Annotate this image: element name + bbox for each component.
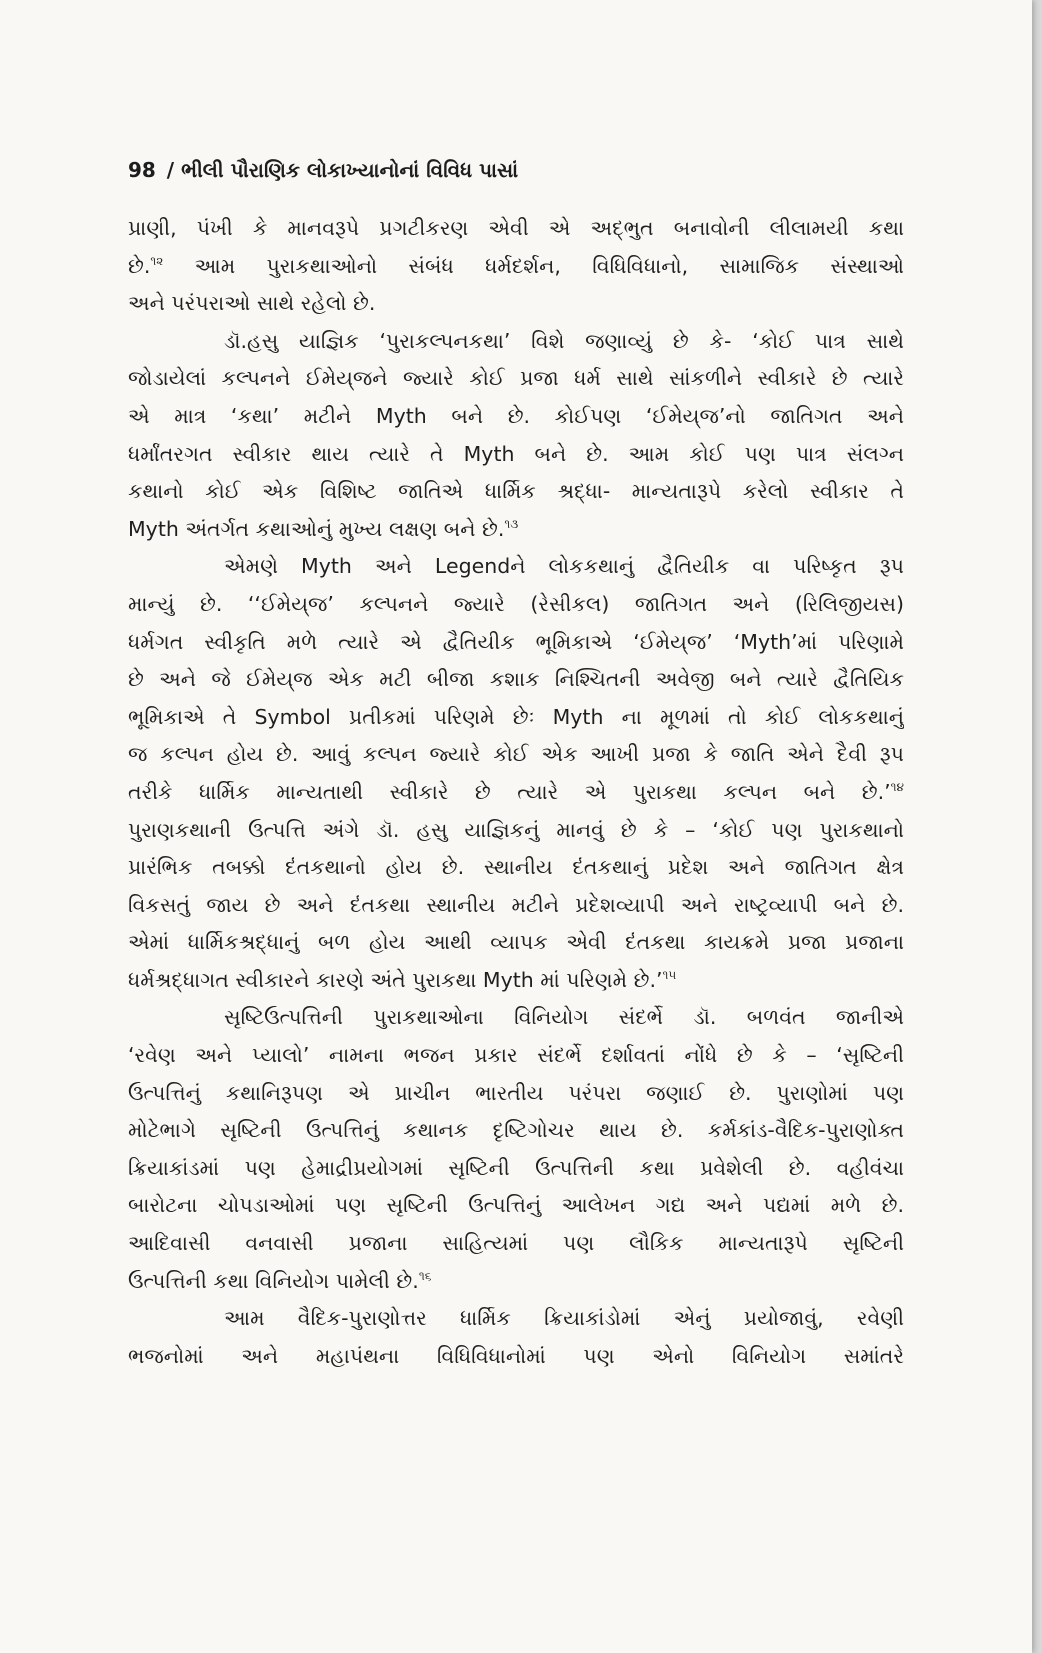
- text-line: [128, 1225, 904, 1263]
- line-text: બારોટના ચોપડાઓમાં પણ સૃષ્ટિની ઉત્પત્તિનું આલેખન ગદ્ય અને પદ્યમાં મળે છે.: [128, 1193, 904, 1218]
- line-text: ધર્મગત સ્વીકૃતિ મળે ત્યારે એ દ્વૈતિયીક ભૂમિકાએ ‘ઈમેય્‌જ’ ‘Myth’માં પરિણામે: [128, 629, 904, 654]
- footnote-ref: ૧૩: [504, 516, 519, 531]
- line-text: ધર્માંતરગત સ્વીકાર થાય ત્યારે તે Myth બને છે. આમ કોઈ પણ પાત્ર સંલગ્ન: [128, 441, 904, 466]
- text-line: [128, 1150, 904, 1188]
- footnote-ref: ૧૨: [150, 253, 164, 268]
- text-line: [128, 661, 904, 699]
- line-text: અને પરંપરાઓ સાથે રહેલો છે.: [128, 291, 376, 316]
- text-line: [128, 699, 904, 737]
- line-text: તરીકે ધાર્મિક માન્યતાથી સ્વીકારે છે ત્યારે એ પુરાકથા કલ્પન બને છે.’: [128, 779, 891, 804]
- line-text: વિકસતું જાય છે અને દંતકથા સ્થાનીય મટીને પ્રદેશવ્યાપી અને રાષ્ટ્રવ્યાપી બને છે.: [128, 892, 904, 917]
- line-text: એમાં ધાર્મિકશ્રદ્ધાનું બળ હોય આથી વ્યાપક એવી દંતકથા કાયક્રમે પ્રજા પ્રજાના: [128, 930, 904, 955]
- text-line: [128, 360, 904, 398]
- text-line: [128, 248, 904, 286]
- page-number: 98: [128, 158, 156, 182]
- text-line: [128, 962, 904, 1000]
- text-line: [128, 1338, 904, 1376]
- line-text: આમ પુરાકથાઓનો સંબંધ ધર્મદર્શન, વિધિવિધાનો, સામાજિક સંસ્થાઓ: [163, 253, 904, 278]
- text-line: [128, 398, 904, 436]
- text-line: [128, 1187, 904, 1225]
- line-text: ‘રવેણ અને પ્યાલો’ નામના ભજન પ્રકાર સંદર્ભે દર્શાવતાં નોંધે છે કે – ‘સૃષ્ટિની: [128, 1043, 904, 1068]
- paragraph-start-line: [128, 323, 904, 361]
- text-line: [128, 887, 904, 925]
- line-text: છે અને જે ઈમેય્‌જ એક મટી બીજા કશાક નિશ્ચિતની અવેજી બને ત્યારે દ્વૈતિયિક: [128, 667, 904, 692]
- text-line: [128, 624, 904, 662]
- line-text: ધર્મશ્રદ્ધાગત સ્વીકારને કારણે અંતે પુરાકથા Myth માં પરિણમે છે.’: [128, 967, 663, 992]
- line-text: ઉત્પત્તિનું કથાનિરૂપણ એ પ્રાચીન ભારતીય પરંપરા જણાઈ છે. પુરાણોમાં પણ: [128, 1080, 904, 1105]
- line-text: ભૂમિકાએ તે Symbol પ્રતીકમાં પરિણમે છેઃ Myth ના મૂળમાં તો કોઈ લોકકથાનું: [128, 704, 904, 729]
- text-line: [128, 849, 904, 887]
- line-text: પ્રારંભિક તબક્કો દંતકથાનો હોય છે. સ્થાનીય દંતકથાનું પ્રદેશ અને જાતિગત ક્ષેત્ર: [128, 855, 904, 880]
- line-text: જોડાયેલાં કલ્પનને ઈમેય્‌જને જ્યારે કોઈ પ્રજા ધર્મ સાથે સાંકળીને સ્વીકારે છે ત્યારે: [128, 366, 904, 391]
- header-separator: /: [159, 158, 182, 182]
- text-line: [128, 1075, 904, 1113]
- text-line: [128, 1037, 904, 1075]
- text-line: [128, 774, 904, 812]
- paragraph-start-line: [128, 1300, 904, 1338]
- line-text: ડૉ.હસુ યાજ્ઞિક ‘પુરાકલ્પનકથા’ વિશે જણાવ્યું છે કે- ‘કોઈ પાત્ર સાથે: [224, 328, 904, 353]
- text-line: [128, 285, 904, 323]
- header-title: ભીલી પૌરાણિક લોકાખ્યાનોનાં વિવિધ પાસાં: [181, 158, 519, 182]
- text-line: [128, 511, 904, 549]
- paragraph-start-line: [128, 548, 904, 586]
- line-text: Myth અંતર્ગત કથાઓનું મુખ્ય લક્ષણ બને છે.: [128, 516, 505, 541]
- footnote-ref: ૧૫: [662, 968, 677, 983]
- text-line: [128, 473, 904, 511]
- footnote-ref: ૧૬: [418, 1268, 432, 1283]
- line-text: કથાનો કોઈ એક વિશિષ્ટ જાતિએ ધાર્મિક શ્રદ્ધા- માન્યતારૂપે કરેલો સ્વીકાર તે: [128, 479, 904, 504]
- line-text: ક્રિયાકાંડમાં પણ હેમાદ્રીપ્રયોગમાં સૃષ્ટિની ઉત્પત્તિની કથા પ્રવેશેલી છે. વહીવંચા: [128, 1155, 904, 1180]
- running-header: [128, 158, 518, 182]
- line-text: એમણે Myth અને Legendને લોકકથાનું દ્વૈતિયીક વા પરિષ્કૃત રૂપ: [224, 554, 904, 579]
- line-text: ઉત્પત્તિની કથા વિનિયોગ પામેલી છે.: [128, 1268, 419, 1293]
- line-text: પુરાણકથાની ઉત્પત્તિ અંગે ડૉ. હસુ યાજ્ઞિકનું માનવું છે કે – ‘કોઈ પણ પુરાકથાનો: [128, 817, 904, 842]
- text-line: [128, 1112, 904, 1150]
- text-line: [128, 586, 904, 624]
- text-line: [128, 812, 904, 850]
- footnote-ref: ૧૪: [890, 780, 904, 795]
- text-line: [128, 924, 904, 962]
- line-text: આમ વૈદિક-પુરાણોત્તર ધાર્મિક ક્રિયાકાંડોમાં એનું પ્રયોજાવું, રવેણી: [224, 1306, 904, 1331]
- body-text: [128, 210, 904, 1375]
- text-line: [128, 736, 904, 774]
- line-text: જ કલ્પન હોય છે. આવું કલ્પન જ્યારે કોઈ એક આખી પ્રજા કે જાતિ એને દૈવી રૂપ: [128, 742, 904, 767]
- line-text: મોટેભાગે સૃષ્ટિની ઉત્પત્તિનું કથાનક દૃષ્ટિગોચર થાય છે. કર્મકાંડ-વૈદિક-પુરાણોક્ત: [128, 1118, 904, 1143]
- line-text: સૃષ્ટિઉત્પત્તિની પુરાકથાઓના વિનિયોગ સંદર્ભે ડૉ. બળવંત જાનીએ: [224, 1005, 904, 1030]
- text-line: [128, 1263, 904, 1301]
- text-line: [128, 210, 904, 248]
- line-text: એ માત્ર ‘કથા’ મટીને Myth બને છે. કોઈપણ ‘ઈમેય્‌જ’નો જાતિગત અને: [128, 403, 904, 428]
- line-text: આદિવાસી વનવાસી પ્રજાના સાહિત્યમાં પણ લૌકિક માન્યતારૂપે સૃષ્ટિની: [128, 1231, 904, 1256]
- line-text: પ્રાણી, પંખી કે માનવરૂપે પ્રગટીકરણ એવી એ અદ્‌ભુત બનાવોની લીલામયી કથા: [128, 216, 904, 240]
- text-line: [128, 436, 904, 474]
- line-text: ભજનોમાં અને મહાપંથના વિધિવિધાનોમાં પણ એનો વિનિયોગ સમાંતરે: [128, 1343, 904, 1368]
- line-text: છે.: [128, 253, 151, 278]
- line-text: માન્યું છે. ‘‘ઈમેય્‌જ’ કલ્પનને જ્યારે (રેસીકલ) જાતિગત અને (રિલિજીયસ): [128, 591, 904, 616]
- paragraph-start-line: [128, 999, 904, 1037]
